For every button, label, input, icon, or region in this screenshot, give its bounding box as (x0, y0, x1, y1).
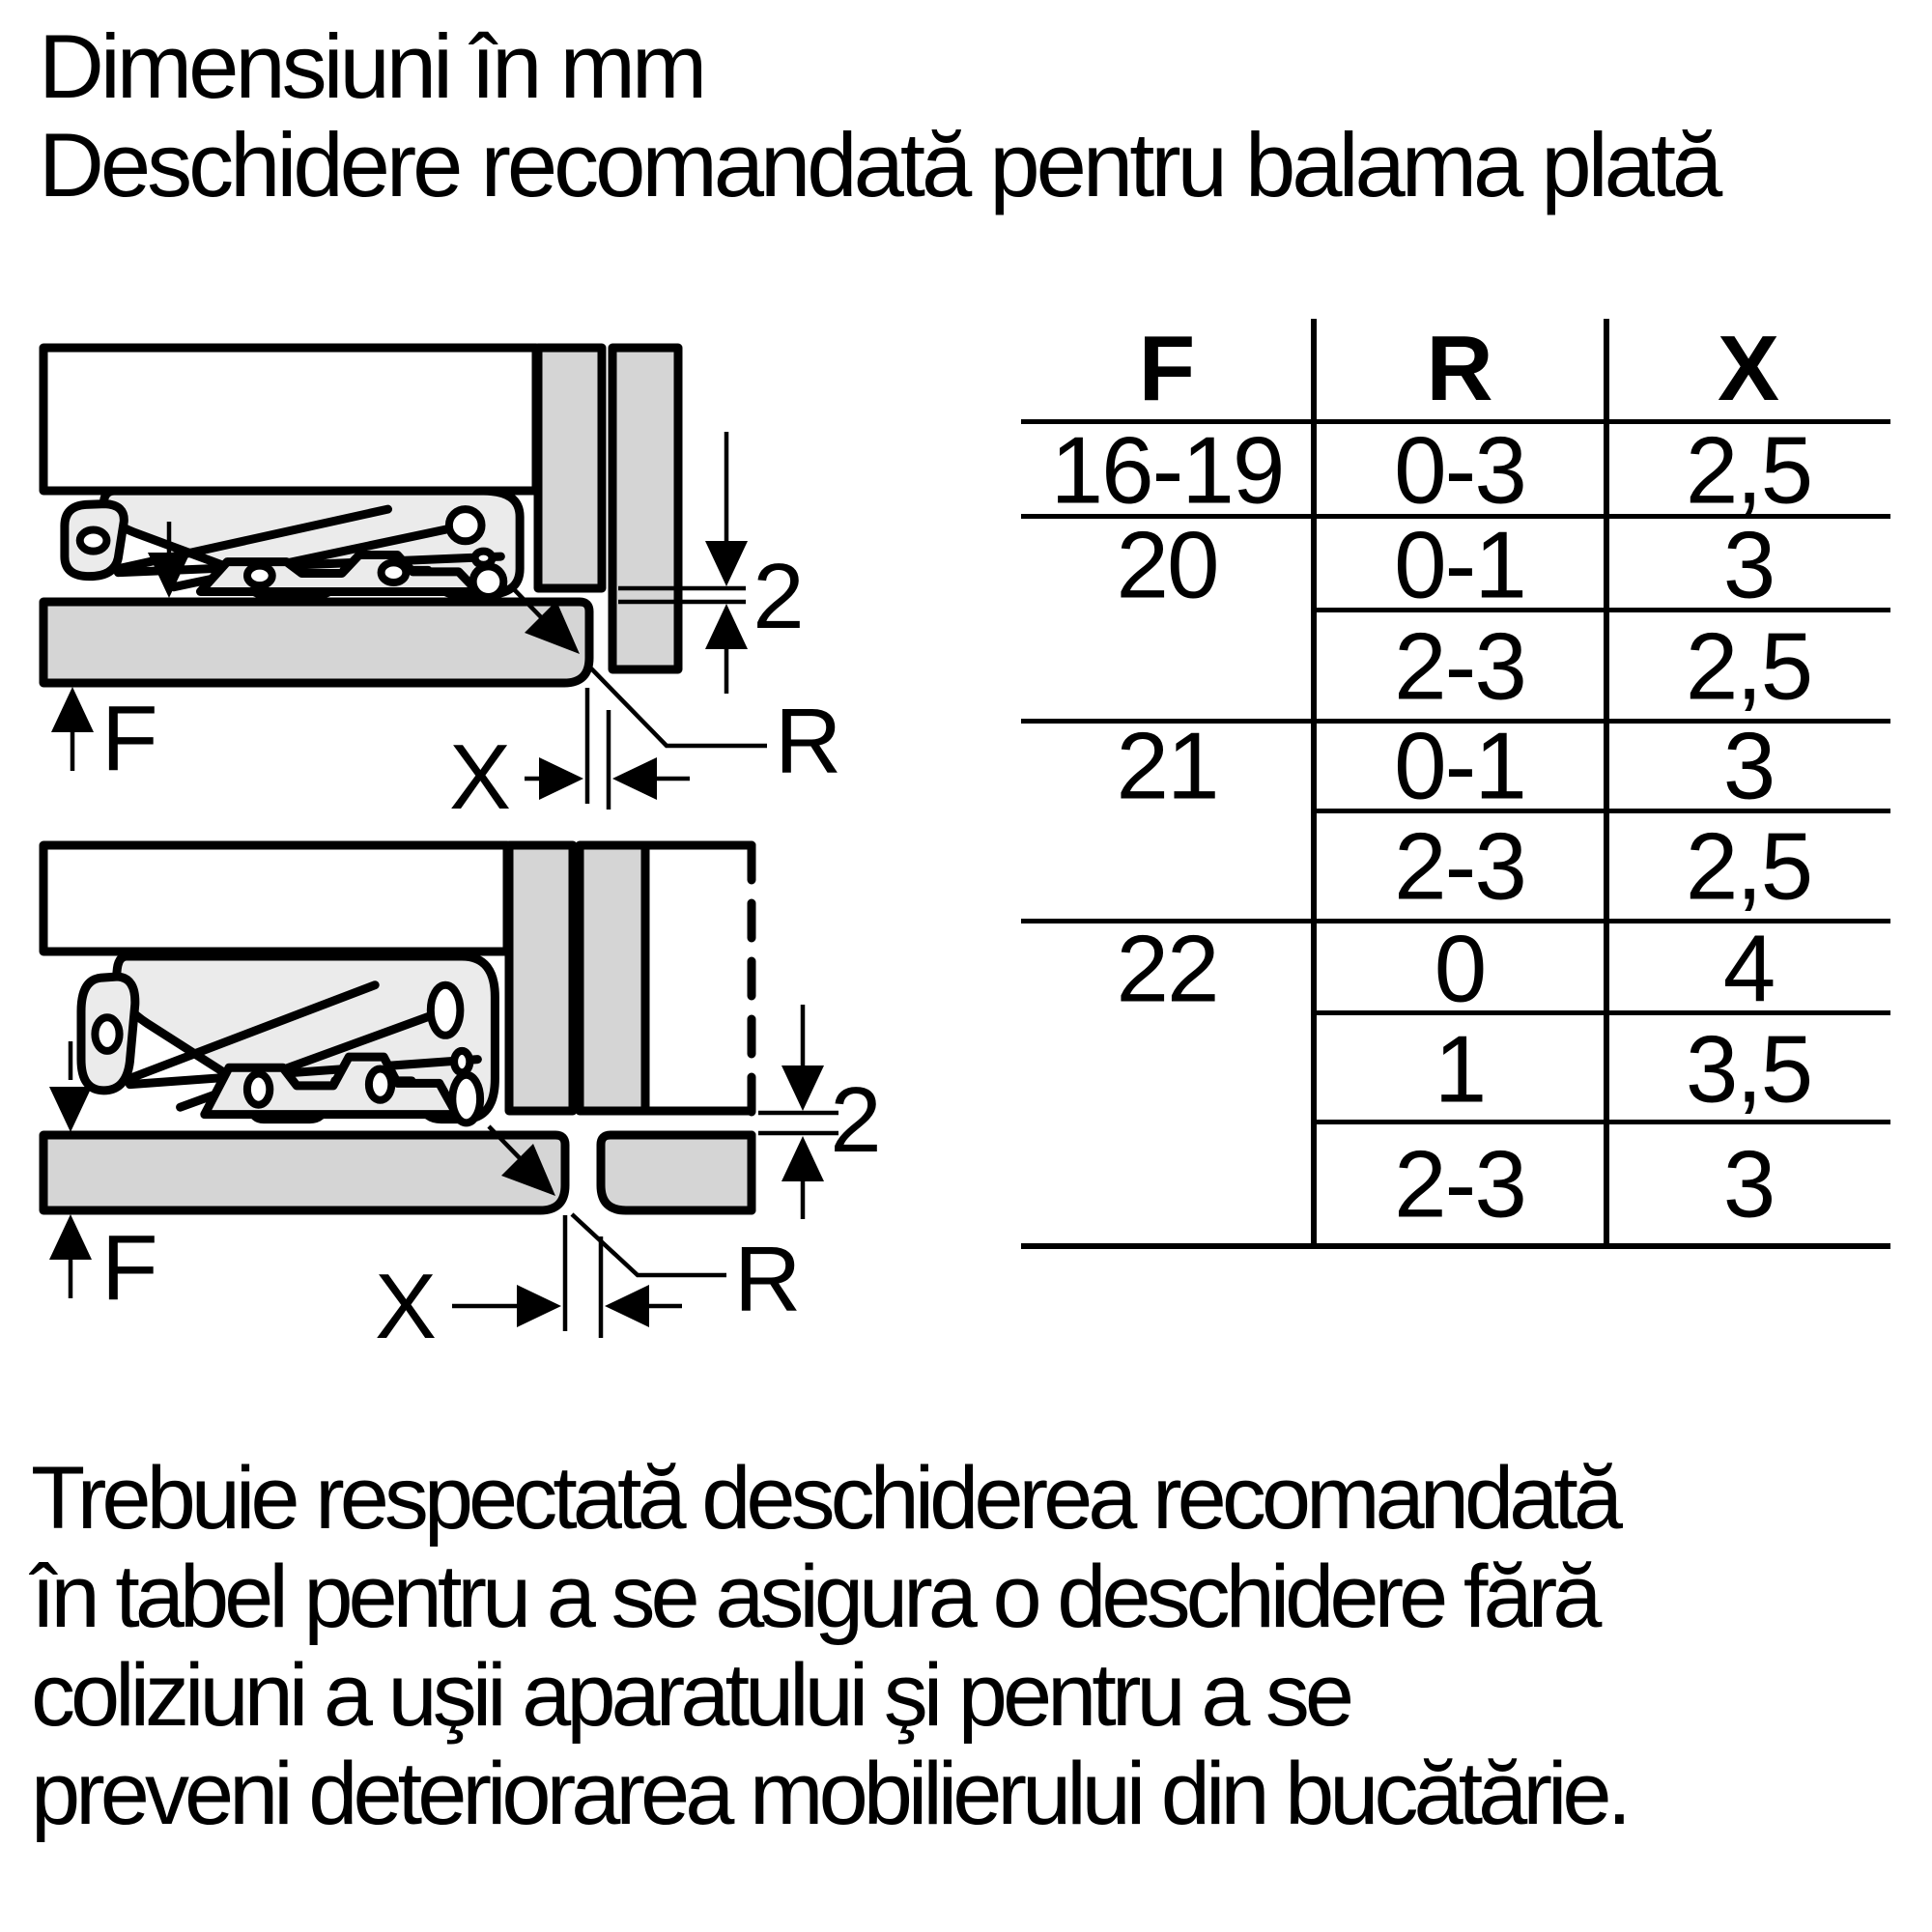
r-leader-line (591, 668, 767, 746)
note-paragraph (31, 1449, 1627, 1843)
diagram-top (43, 348, 841, 829)
arrow-up-icon (51, 687, 94, 732)
arrow-right-icon (539, 757, 583, 800)
note-line-3: coliziuni a uşii aparatului şi pentru a se (31, 1646, 1350, 1745)
arrow-down-icon (781, 1065, 824, 1111)
table-cell-r: 2-3 (1394, 1130, 1525, 1237)
table-hline-bottom (1021, 1243, 1890, 1249)
door-column-outer (580, 845, 645, 1111)
r-label: R (734, 1228, 802, 1331)
gap-label: 2 (830, 1068, 882, 1172)
table-cell-r: 0 (1434, 915, 1486, 1022)
appliance-door-panel (43, 1135, 565, 1210)
table-cell-x: 3 (1722, 511, 1775, 618)
x-label: X (448, 725, 512, 829)
cabinet-panel (43, 348, 536, 491)
title-line-1: Dimensiuni în mm (39, 15, 704, 117)
table-cell-r: 0-1 (1394, 511, 1525, 618)
table-header-x: X (1717, 317, 1780, 420)
table-cell-x: 3,5 (1685, 1015, 1812, 1122)
table-cell-r: 0-1 (1394, 712, 1525, 819)
arrow-left-icon (612, 757, 657, 800)
table-cell-x: 2,5 (1685, 612, 1812, 720)
note-line-1: Trebuie respectată deschiderea recomandată (31, 1449, 1619, 1548)
arrow-up-icon (781, 1136, 824, 1181)
arrow-left-icon (605, 1285, 649, 1327)
table-cell-x: 3 (1722, 1130, 1775, 1237)
arrow-up-icon (49, 1214, 92, 1260)
r-label: R (775, 690, 842, 793)
door-column-inner (509, 845, 573, 1111)
table-cell-x: 2,5 (1685, 812, 1812, 920)
note-line-2: în tabel pentru a se asigura o deschidere fără (31, 1548, 1598, 1646)
table-cell-f: 20 (1116, 511, 1218, 618)
hinge-mechanism (65, 491, 520, 597)
table-header-r: R (1426, 317, 1493, 420)
table-cell-f: 22 (1116, 915, 1218, 1022)
f-label: F (101, 1216, 158, 1320)
adjacent-furniture-door (601, 1135, 752, 1210)
arrow-up-icon (705, 604, 748, 649)
door-column-inner (538, 348, 602, 588)
x-label: X (374, 1255, 438, 1358)
gap-label: 2 (753, 545, 805, 648)
hinge-mechanism (81, 956, 495, 1122)
table-cell-f: 21 (1116, 712, 1218, 819)
table-cell-r: 2-3 (1394, 812, 1525, 920)
r-leader-line (572, 1214, 726, 1275)
table-cell-x: 4 (1722, 915, 1775, 1022)
door-column-outer (612, 348, 678, 669)
table-cell-r: 2-3 (1394, 612, 1525, 720)
note-line-4: preveni deteriorarea mobilierului din bucătărie. (31, 1745, 1628, 1843)
cabinet-panel (43, 845, 507, 952)
table-header-f: F (1138, 317, 1196, 420)
table-cell-x: 3 (1722, 712, 1775, 819)
diagram-bottom (43, 845, 882, 1358)
f-label: F (101, 687, 158, 790)
table-cell-x: 2,5 (1685, 416, 1812, 524)
arrow-right-icon (517, 1285, 561, 1327)
table-cell-f: 16-19 (1050, 416, 1284, 524)
table-vline-f-r (1311, 319, 1317, 1246)
arrow-down-icon (705, 541, 748, 586)
arrow-down-icon (49, 1087, 92, 1132)
table-vline-r-x (1604, 319, 1609, 1246)
appliance-door-panel (43, 602, 589, 683)
table-cell-r: 1 (1434, 1015, 1486, 1122)
table-cell-r: 0-3 (1394, 416, 1525, 524)
title-line-2: Deschidere recomandată pentru balama plată (39, 114, 1719, 215)
